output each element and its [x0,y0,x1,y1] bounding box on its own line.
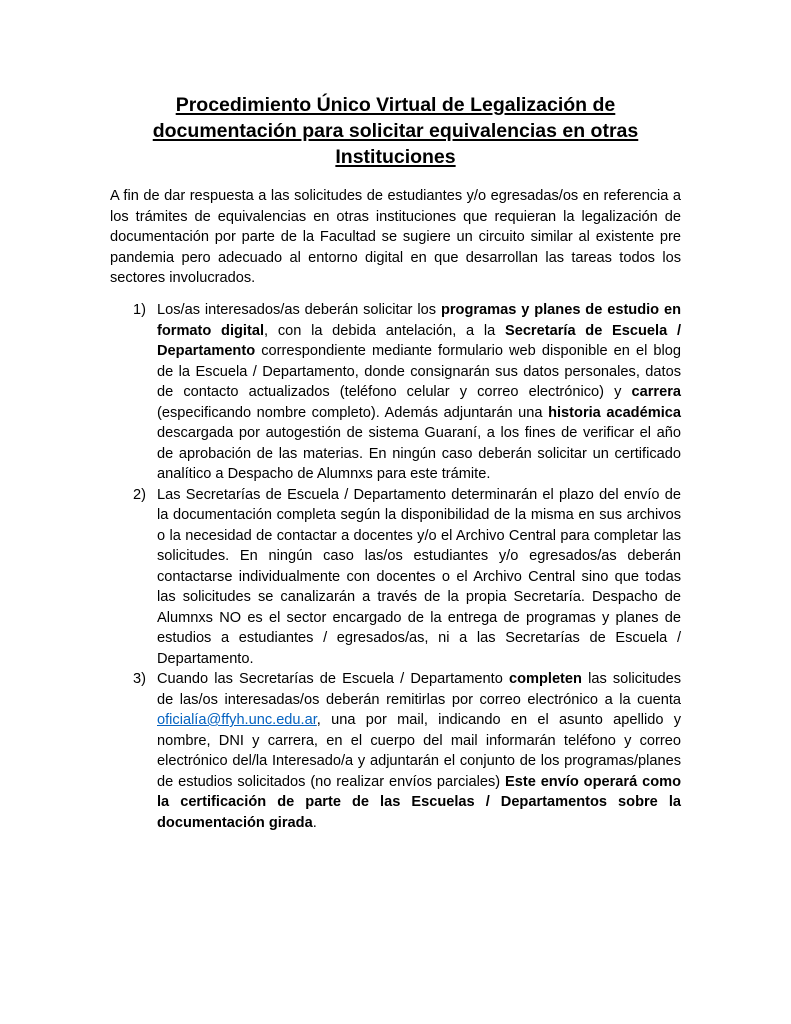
step-text: , con la debida antelación, a la [264,322,505,339]
step-text: descargada por autogestión de sistema Guaraní, a los fines de verificar el año de aprobación de las materias. En ningún caso deberán solicitar un certificado analítico a Despacho de Alumnxs para este trámite. [157,425,681,482]
step-number: 1) [133,302,146,318]
procedure-steps-list [110,300,681,833]
step-number: 3) [133,671,146,687]
step-text: Las Secretarías de Escuela / Departamento determinarán el plazo del envío de la documentación completa según la disponibilidad de la misma en sus archivos o la necesidad de contactar a docentes y/o el Archivo Central para completar las solicitudes. En ningún caso las/os estudiantes y/o egresados/as deberán contactarse individualmente con docentes o el Archivo Central sino que todas las solicitudes se canalizarán a través de la propia Secretaría. Despacho de Alumnxs NO es el sector encargado de la entrega de programas y planes de estudios a estudiantes / egresados/as, ni a las Secretarías de Escuela / Departamento. [157,486,681,667]
step-text: las solicitudes de las/os interesadas/os deberán remitirlas por correo electrónico a la cuenta [157,671,681,708]
intro-paragraph: A fin de dar respuesta a las solicitudes de estudiantes y/o egresadas/os en referencia a los trámites de equivalencias en otras instituciones que requieran la legalización de documentación por parte de la Facultad se sugiere un circuito similar al existente pre pandemia pero adecuado al entorno digital en que desarrollan las tareas todos los sectores involucrados. [110,188,681,286]
step-text-bold: completen [508,671,582,687]
step-number: 2) [133,486,146,503]
step-text: (especificando nombre completo). Además adjuntarán una [157,404,549,421]
step-text-bold: programas y planes de estudio en formato digital [157,302,681,339]
procedure-step-1 [110,300,681,485]
step-text: correspondiente mediante formulario web disponible en el blog de la Escuela / Departamento, donde consignarán sus datos personales, datos de contacto actualizados (teléfono celular y correo electrónico) y [157,343,681,400]
procedure-step-3 [110,669,681,833]
step-text: Cuando las Secretarías de Escuela / Departamento [157,671,509,687]
step-text-bold: historia académica [548,404,681,421]
procedure-step-2 [110,485,681,670]
step-text: . [312,814,317,831]
step-text-bold: Secretaría de Escuela / Departamento [157,322,681,359]
step-text: , una por mail, indicando en el asunto apellido y nombre, DNI y carrera, en el cuerpo del mail informarán teléfono y correo electrónico del/la Interesado/a y adjuntarán el conjunto de los programas/planes de estudios solicitados (no realizar envíos parciales) [157,712,681,790]
document-title: Procedimiento Único Virtual de Legalización de documentación para solicitar equivalencias en otras Instituciones [152,94,639,168]
step-text: Los/as interesados/as deberán solicitar los [157,302,441,318]
step-text-bold: carrera [631,384,681,400]
email-link[interactable]: oficialía@ffyh.unc.edu.ar [157,712,317,728]
step-text-bold: Este envío operará como la certificación de parte de las Escuelas / Departamentos sobre la documentación girada [157,773,681,831]
